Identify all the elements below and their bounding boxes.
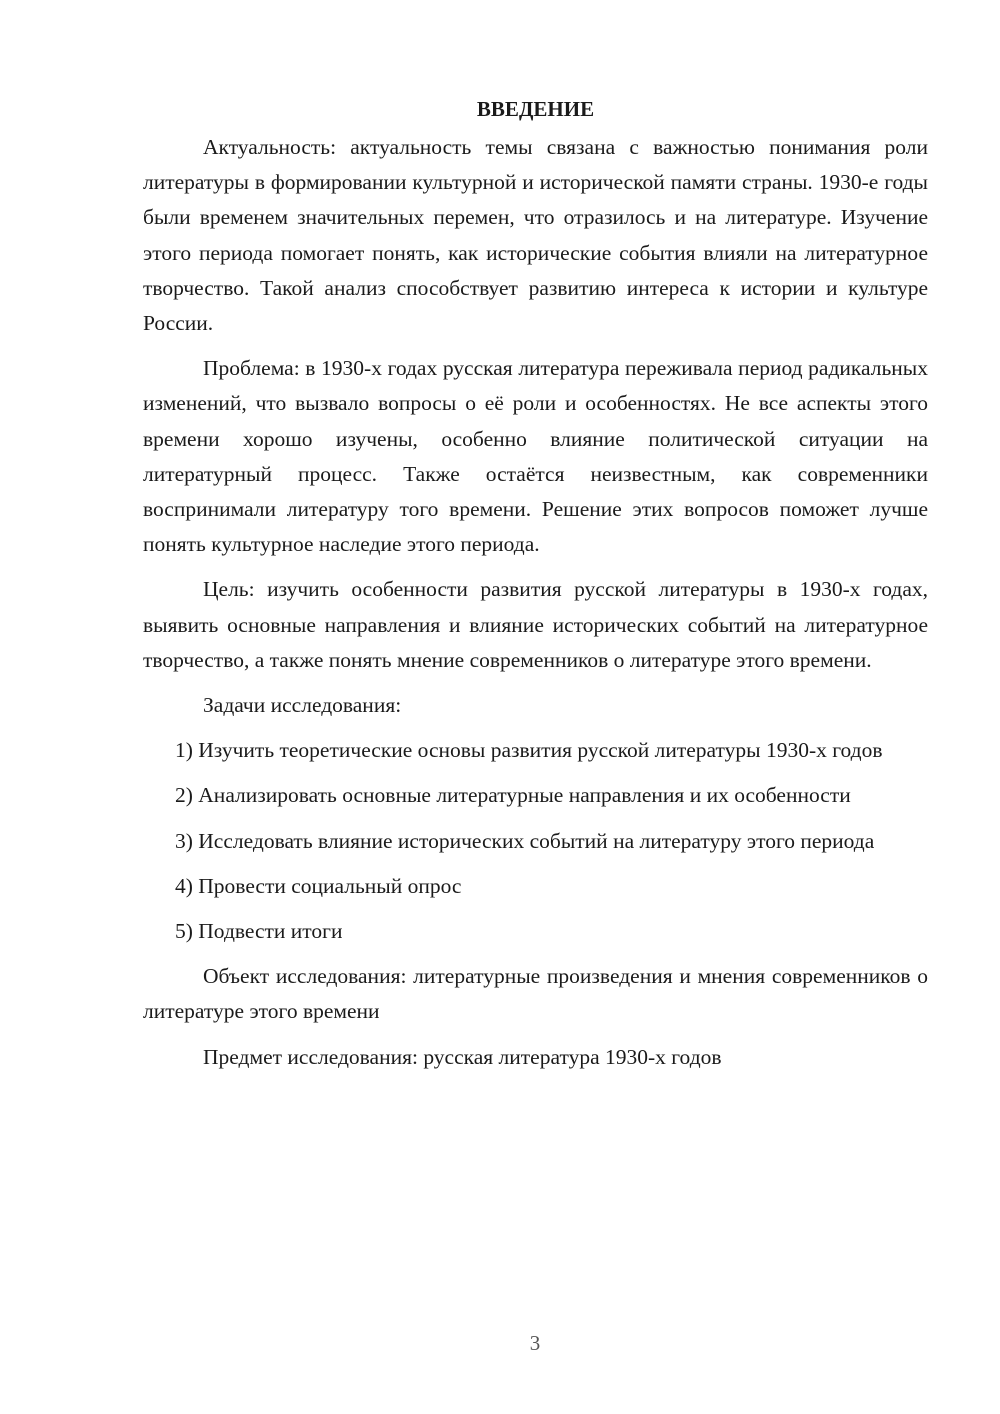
goal-paragraph: Цель: изучить особенности развития русской литературы в 1930-х годах, выявить основные направления и влияние исторических событий на литературное творчество, а также понять мнение современников о литературе этого времени. xyxy=(143,577,928,672)
task-item: 4) Провести социальный опрос xyxy=(175,873,462,898)
document-page xyxy=(143,92,928,1085)
task-item: 5) Подвести итоги xyxy=(175,919,343,944)
task-item: 3) Исследовать влияние исторических событий на литературу этого периода xyxy=(175,828,875,853)
task-item: 2) Анализировать основные литературные направления и их особенности xyxy=(175,783,851,808)
object-paragraph: Объект исследования: литературные произведения и мнения современников о литературе этого времени xyxy=(143,964,928,1024)
tasks-title: Задачи исследования: xyxy=(203,693,402,718)
page-number: 3 xyxy=(529,1331,541,1355)
subject-paragraph: Предмет исследования: русская литература 1930-х годов xyxy=(203,1044,722,1069)
relevance-paragraph: Актуальность: актуальность темы связана с важностью понимания роли литературы в формировании культурной и исторической памяти страны. 1930-е годы были временем значительных перемен, что отразилось и на литературе. Изучение этого периода помогает понять, как исторические события влияли на литературное творчество. Такой анализ способствует развитию интереса к истории и культуре России. xyxy=(143,135,928,336)
problem-paragraph: Проблема: в 1930-х годах русская литература переживала период радикальных изменений, что вызвало вопросы о её роли и особенностях. Не все аспекты этого времени хорошо изучены, особенно влияние политической ситуации на литературный процесс. Также остаётся неизвестным, как современники воспринимали литературу того времени. Решение этих вопросов поможет лучше понять культурное наследие этого периода. xyxy=(143,356,928,557)
task-item: 1) Изучить теоретические основы развития русской литературы 1930-х годов xyxy=(175,738,883,763)
page-title: ВВЕДЕНИЕ xyxy=(476,97,595,121)
